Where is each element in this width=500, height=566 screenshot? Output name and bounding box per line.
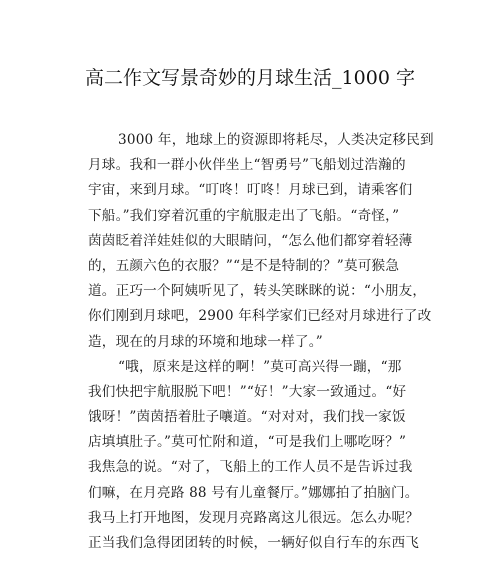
paragraph-line: 我焦急的说。“对了，飞船上的工作人员不是告诉过我 (88, 459, 413, 476)
paragraph-line: 我们快把宇航服脱下吧！”“好！”大家一致通过。“好 (88, 383, 407, 400)
essay-body (88, 128, 434, 556)
paragraph-line: 饿呀！”茵茵捂着肚子嚷道。“对对对，我们找一家饭 (88, 409, 406, 426)
paragraph-line: 正当我们急得团团转的时候，一辆好似自行车的东西飞 (88, 535, 420, 551)
paragraph-line: 道。正巧一个阿姨听见了，转头笑眯眯的说：“小朋友， (88, 283, 427, 300)
paragraph-line: 月球。我和一群小伙伴坐上“智勇号”飞船划过浩瀚的 (88, 157, 406, 174)
paragraph-line: 茵茵眨着洋娃娃似的大眼睛问，“怎么他们都穿着轻薄 (88, 232, 413, 249)
paragraph-line: 宇宙，来到月球。“叮咚！叮咚！月球已到，请乘客们 (88, 182, 413, 199)
paragraph-line: 下船。”我们穿着沉重的宇航服走出了飞船。“奇怪，” (88, 207, 400, 224)
paragraph-line: 3000 年，地球上的资源即将耗尽，人类决定移民到 (118, 132, 434, 148)
page-title: 高二作文写景奇妙的月球生活_1000 字 (85, 67, 415, 89)
paragraph-line: “哦，原来是这样的啊！”莫可高兴得一蹦，“那 (118, 358, 402, 375)
paragraph-line: 我马上打开地图，发现月亮路离这儿很远。怎么办呢？ (88, 509, 420, 526)
paragraph-line: 你们刚到月球吧，2900 年科学家们已经对月球进行了改 (88, 308, 432, 325)
paragraph-line: 造，现在的月球的环境和地球一样了。” (88, 333, 323, 350)
paragraph-line: 们嘛，在月亮路 88 号有儿童餐厅。”娜娜拍了拍脑门。 (88, 484, 419, 501)
paragraph-line: 的，五颜六色的衣服？”“是不是特制的？”莫可猴急 (88, 257, 400, 274)
paragraph-line: 店填填肚子。”莫可忙附和道，“可是我们上哪吃呀？” (88, 434, 407, 451)
